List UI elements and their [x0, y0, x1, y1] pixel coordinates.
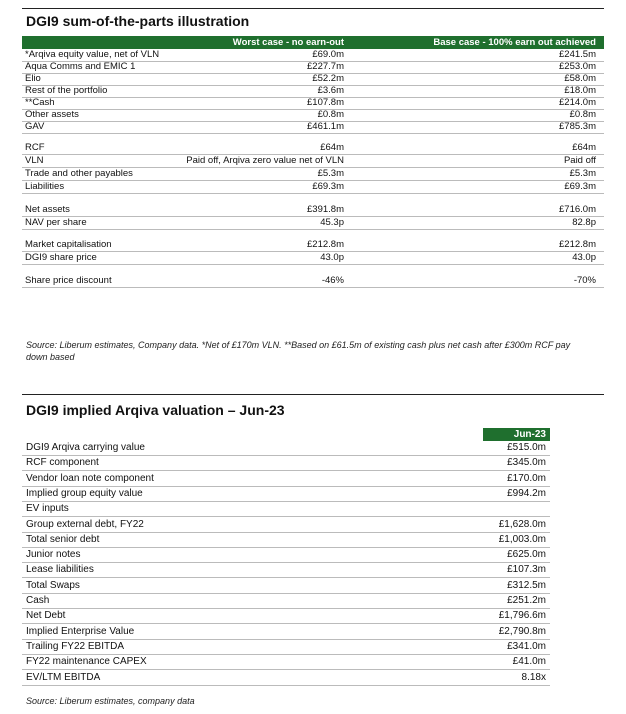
base-case-value: £241.5m [559, 49, 596, 60]
table2-row [22, 563, 550, 578]
row-label: Share price discount [25, 275, 112, 286]
table2-row [22, 456, 550, 471]
row-label: RCF [25, 142, 45, 153]
top-rule [22, 8, 604, 9]
jun23-value: £2,790.8m [498, 625, 546, 637]
base-case-value: £785.3m [559, 121, 596, 132]
table2-row [22, 441, 550, 456]
base-case-value: -70% [573, 275, 596, 286]
table1-source: Source: Liberum estimates, Company data. *Net of £170m VLN. **Based on £61.5m of existing cash plus net cash after £300m RCF pay down based [26, 340, 571, 362]
jun23-value: £170.0m [507, 472, 546, 484]
base-case-value: £0.8m [569, 109, 596, 120]
jun23-value: £1,796.6m [498, 610, 546, 622]
jun23-value: £994.2m [507, 487, 546, 499]
table2-row [22, 518, 550, 533]
row-label: Trailing FY22 EBITDA [26, 640, 124, 652]
worst-case-value: £391.8m [307, 204, 344, 215]
worst-case-value: Paid off, Arqiva zero value net of VLN [186, 155, 344, 166]
row-label: Aqua Comms and EMIC 1 [25, 61, 136, 72]
table1-row [22, 217, 604, 230]
row-label: EV/LTM EBITDA [26, 671, 101, 683]
row-label: **Cash [25, 97, 55, 108]
jun23-value: £107.3m [507, 564, 546, 576]
row-label: EV inputs [26, 503, 69, 515]
table1-row [22, 239, 604, 252]
row-label: Lease liabilities [26, 564, 94, 576]
jun23-value: £341.0m [507, 640, 546, 652]
table2-row [22, 472, 550, 487]
row-label: Cash [26, 595, 50, 606]
worst-case-value: £461.1m [307, 121, 344, 132]
jun23-value: £625.0m [507, 549, 546, 561]
row-label: Trade and other payables [25, 168, 133, 179]
base-case-value: £5.3m [569, 168, 596, 179]
row-label: Elio [25, 73, 41, 84]
worst-case-value: £69.0m [312, 49, 344, 60]
table2-title: DGI9 implied Arqiva valuation – Jun-23 [26, 402, 285, 418]
worst-case-value: £64m [320, 142, 344, 153]
table2-row [22, 579, 550, 594]
base-case-value: £214.0m [559, 97, 596, 108]
table1-header [22, 36, 604, 49]
jun23-value: £312.5m [507, 579, 546, 591]
row-label: RCF component [26, 457, 99, 469]
row-label: NAV per share [25, 217, 87, 228]
table2-row [22, 487, 550, 502]
row-label: Net Debt [26, 610, 66, 622]
jun23-value: £515.0m [507, 442, 546, 453]
row-label: Total Swaps [26, 579, 80, 591]
base-case-value: £253.0m [559, 61, 596, 72]
row-label: Implied Enterprise Value [26, 625, 135, 637]
row-label: Other assets [25, 109, 79, 120]
table2-row [22, 609, 550, 624]
table1-row [22, 168, 604, 181]
table1-row [22, 121, 604, 134]
jun23-value: £345.0m [507, 457, 546, 469]
worst-case-value: 43.0p [320, 252, 344, 263]
table1-row [22, 204, 604, 217]
table2-row [22, 671, 550, 686]
row-label: DGI9 Arqiva carrying value [26, 442, 145, 453]
row-label: *Arqiva equity value, net of VLN [25, 49, 160, 60]
worst-case-value: £0.8m [317, 109, 344, 120]
base-case-value: Paid off [563, 155, 596, 166]
row-label: Group external debt, FY22 [26, 518, 144, 530]
row-label: Implied group equity value [26, 487, 143, 499]
base-case-value: £64m [572, 142, 596, 153]
jun23-value: 8.18x [521, 671, 546, 683]
row-label: Market capitalisation [25, 239, 112, 250]
table2-row [22, 655, 550, 670]
table1-row [22, 252, 604, 265]
base-case-value: £58.0m [564, 73, 596, 84]
worst-case-value: £5.3m [317, 168, 344, 179]
base-case-value: 82.8p [572, 217, 596, 228]
table2-row [22, 548, 550, 563]
table1-col-worst: Worst case - no earn-out [232, 37, 344, 48]
row-label: Junior notes [26, 549, 81, 561]
worst-case-value: £227.7m [307, 61, 344, 72]
row-label: DGI9 share price [25, 252, 97, 263]
row-label: Rest of the portfolio [25, 85, 108, 96]
table1-col-base: Base case - 100% earn out achieved [433, 37, 596, 48]
table1-row [22, 155, 604, 168]
table2-row [22, 502, 550, 517]
base-case-value: £69.3m [564, 181, 596, 192]
base-case-value: £18.0m [564, 85, 596, 96]
row-label: VLN [25, 155, 44, 166]
worst-case-value: £52.2m [312, 73, 344, 84]
jun23-value: £1,003.0m [498, 533, 546, 545]
jun23-value: £41.0m [512, 656, 546, 668]
table2-row [22, 594, 550, 609]
row-label: FY22 maintenance CAPEX [26, 656, 147, 668]
table2-row [22, 625, 550, 640]
row-label: Liabilities [25, 181, 65, 192]
worst-case-value: £212.8m [307, 239, 344, 250]
table2-col-jun23: Jun-23 [483, 428, 550, 441]
base-case-value: 43.0p [572, 252, 596, 263]
row-label: Vendor loan note component [26, 472, 154, 484]
worst-case-value: -46% [321, 275, 344, 286]
base-case-value: £716.0m [559, 204, 596, 215]
worst-case-value: 45.3p [320, 217, 344, 228]
worst-case-value: £107.8m [307, 97, 344, 108]
table1-row [22, 142, 604, 155]
table1-title: DGI9 sum-of-the-parts illustration [26, 13, 250, 29]
row-label: Total senior debt [26, 533, 100, 545]
table2-row [22, 533, 550, 548]
table1-row [22, 275, 604, 288]
table2-row [22, 640, 550, 655]
table1-row [22, 181, 604, 194]
row-label: Net assets [25, 204, 70, 215]
table2-header [22, 428, 550, 441]
middle-rule [22, 394, 604, 395]
worst-case-value: £3.6m [317, 85, 344, 96]
jun23-value: £1,628.0m [498, 518, 546, 530]
worst-case-value: £69.3m [312, 181, 344, 192]
base-case-value: £212.8m [559, 239, 596, 250]
jun23-value: £251.2m [507, 595, 546, 606]
table2-source: Source: Liberum estimates, company data [26, 696, 195, 706]
row-label: GAV [25, 121, 45, 132]
